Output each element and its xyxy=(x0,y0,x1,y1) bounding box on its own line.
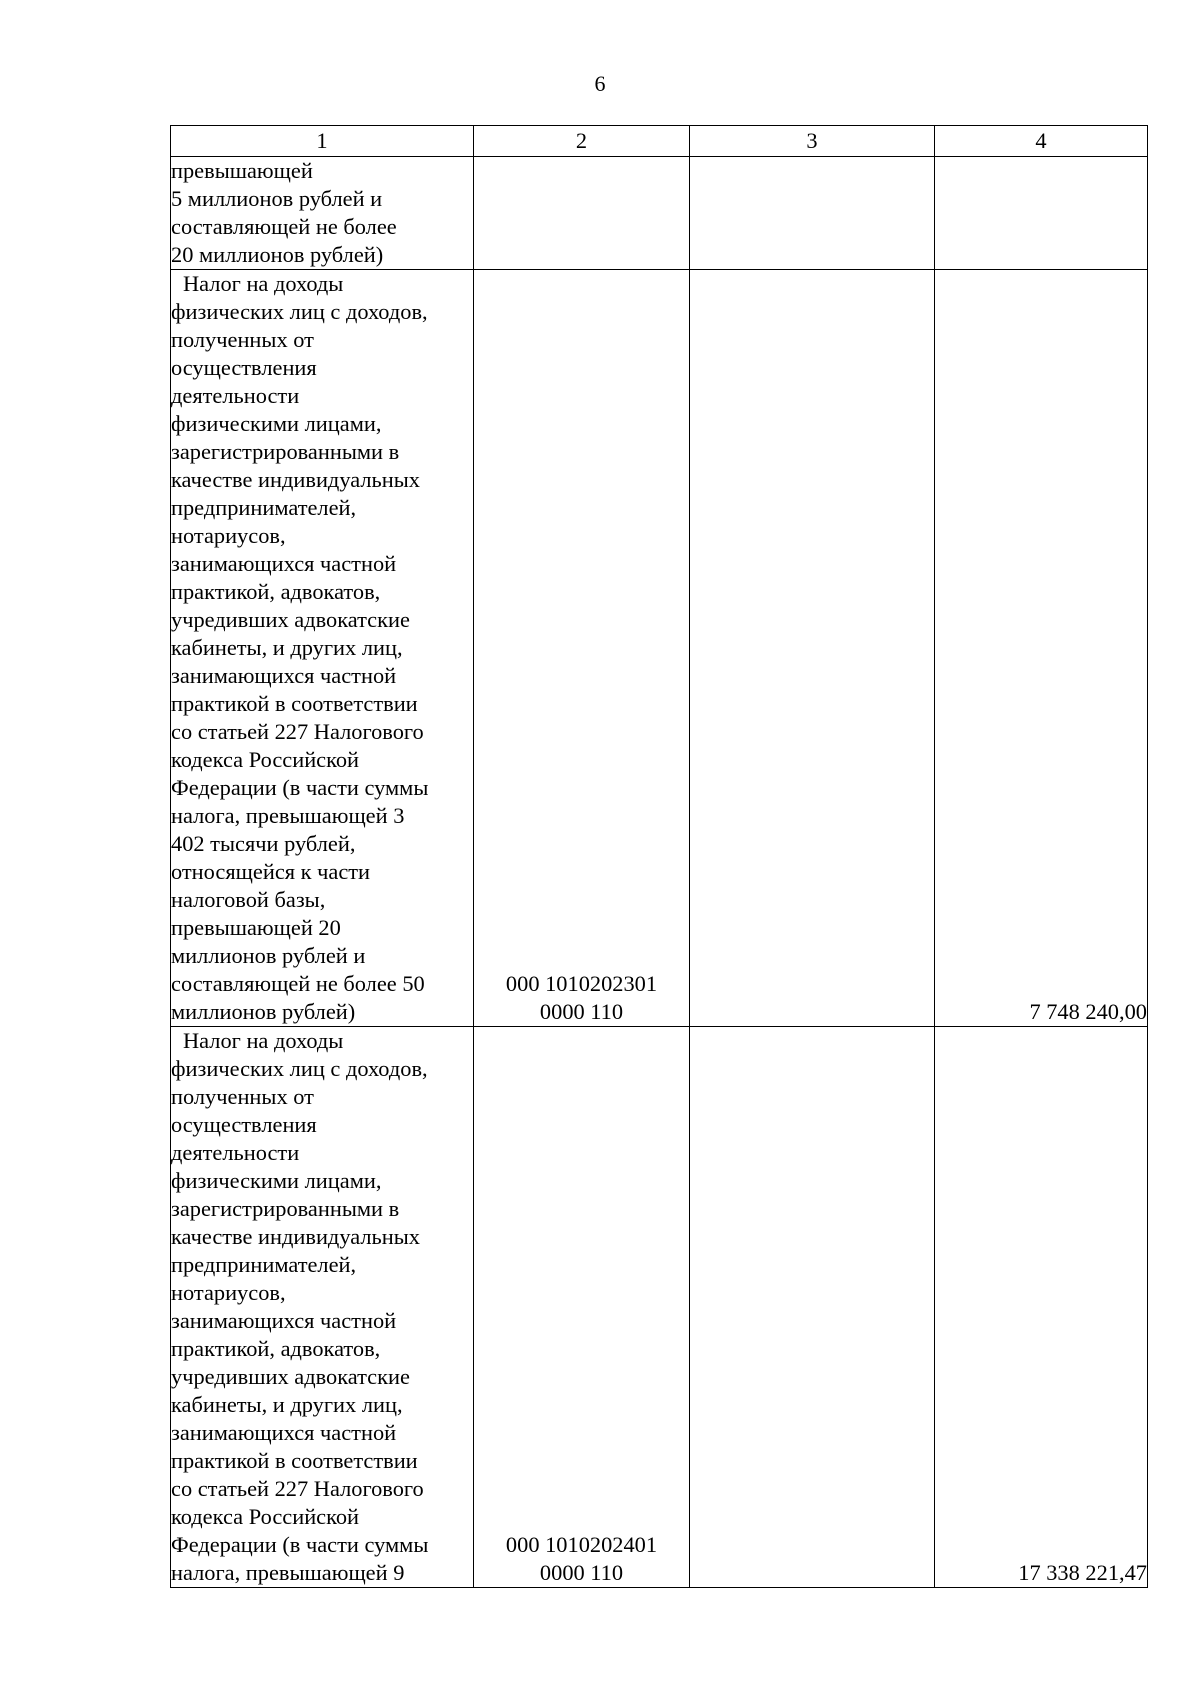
description-line: кодекса Российской xyxy=(171,747,360,772)
column-header-3: 3 xyxy=(690,126,935,157)
row-code-cell xyxy=(474,270,690,1027)
column-header-2: 2 xyxy=(474,126,690,157)
table-row xyxy=(171,157,1148,270)
description-line: Налог на доходы xyxy=(183,1028,344,1053)
column-header-4: 4 xyxy=(935,126,1148,157)
description-line: относящейся к части xyxy=(171,859,371,884)
row-description-cell xyxy=(171,270,474,1027)
description-line: кодекса Российской xyxy=(171,1504,360,1529)
description-line: налоговой базы, xyxy=(171,887,326,912)
description-line: занимающихся частной xyxy=(171,1308,397,1333)
budget-code-line: 000 1010202301 xyxy=(505,971,658,996)
description-line: 20 миллионов рублей) xyxy=(171,242,384,267)
budget-code-line: 000 1010202401 xyxy=(505,1532,658,1557)
column-header-1: 1 xyxy=(171,126,474,157)
description-line: нотариусов, xyxy=(171,523,286,548)
description-line: учредивших адвокатские xyxy=(171,607,410,632)
description-line: зарегистрированными в xyxy=(171,1196,400,1221)
row-code-cell xyxy=(474,157,690,270)
description-line: налога, превышающей 3 xyxy=(171,803,405,828)
description-line: осуществления xyxy=(171,355,317,380)
description-line: миллионов рублей и xyxy=(171,943,366,968)
description-line: полученных от xyxy=(171,327,314,352)
row-description-cell xyxy=(171,1027,474,1588)
description-line: физических лиц с доходов, xyxy=(171,299,428,324)
description-line: составляющей не более xyxy=(171,214,397,239)
description-line: качестве индивидуальных xyxy=(171,467,420,492)
description-line: со статьей 227 Налогового xyxy=(171,719,424,744)
description-line: зарегистрированными в xyxy=(171,439,400,464)
row-description-cell xyxy=(171,157,474,270)
description-line: предпринимателей, xyxy=(171,495,357,520)
description-line: практикой, адвокатов, xyxy=(171,1336,381,1361)
description-line: предпринимателей, xyxy=(171,1252,357,1277)
table-row xyxy=(171,270,1148,1027)
description-line: занимающихся частной xyxy=(171,551,397,576)
description-line: нотариусов, xyxy=(171,1280,286,1305)
description-line: миллионов рублей) xyxy=(171,999,356,1024)
description-line: превышающей xyxy=(171,158,313,183)
row-code-cell xyxy=(474,1027,690,1588)
description-line: практикой в соответствии xyxy=(171,1448,418,1473)
description-line: составляющей не более 50 xyxy=(171,971,425,996)
description-line: физическими лицами, xyxy=(171,411,382,436)
description-line: налога, превышающей 9 xyxy=(171,1560,405,1585)
page-number: 6 xyxy=(594,71,606,96)
description-line: физических лиц с доходов, xyxy=(171,1056,428,1081)
table-row xyxy=(171,1027,1148,1588)
description-line: Налог на доходы xyxy=(183,271,344,296)
description-line: качестве индивидуальных xyxy=(171,1224,420,1249)
budget-code-line: 0000 110 xyxy=(539,1560,624,1585)
description-line: 5 миллионов рублей и xyxy=(171,186,383,211)
description-line: физическими лицами, xyxy=(171,1168,382,1193)
table-header-row xyxy=(171,126,1148,157)
description-line: превышающей 20 xyxy=(171,915,341,940)
row-column3-cell xyxy=(690,270,935,1027)
description-line: полученных от xyxy=(171,1084,314,1109)
description-line: занимающихся частной xyxy=(171,663,397,688)
budget-code-line: 0000 110 xyxy=(539,999,624,1024)
row-column3-cell xyxy=(690,1027,935,1588)
description-line: со статьей 227 Налогового xyxy=(171,1476,424,1501)
budget-revenue-table xyxy=(170,125,1148,1588)
table-body xyxy=(171,157,1148,1588)
description-line: кабинеты, и других лиц, xyxy=(171,1392,403,1417)
description-line: деятельности xyxy=(171,383,300,408)
row-amount-cell: 7 748 240,00 xyxy=(935,270,1148,1027)
description-line: занимающихся частной xyxy=(171,1420,397,1445)
description-line: учредивших адвокатские xyxy=(171,1364,410,1389)
description-line: кабинеты, и других лиц, xyxy=(171,635,403,660)
description-line: 402 тысячи рублей, xyxy=(171,831,356,856)
row-amount-cell: 17 338 221,47 xyxy=(935,1027,1148,1588)
description-line: деятельности xyxy=(171,1140,300,1165)
description-line: Федерации (в части суммы xyxy=(171,775,429,800)
row-column3-cell xyxy=(690,157,935,270)
row-amount-cell xyxy=(935,157,1148,270)
description-line: осуществления xyxy=(171,1112,317,1137)
description-line: практикой в соответствии xyxy=(171,691,418,716)
description-line: практикой, адвокатов, xyxy=(171,579,381,604)
description-line: Федерации (в части суммы xyxy=(171,1532,429,1557)
